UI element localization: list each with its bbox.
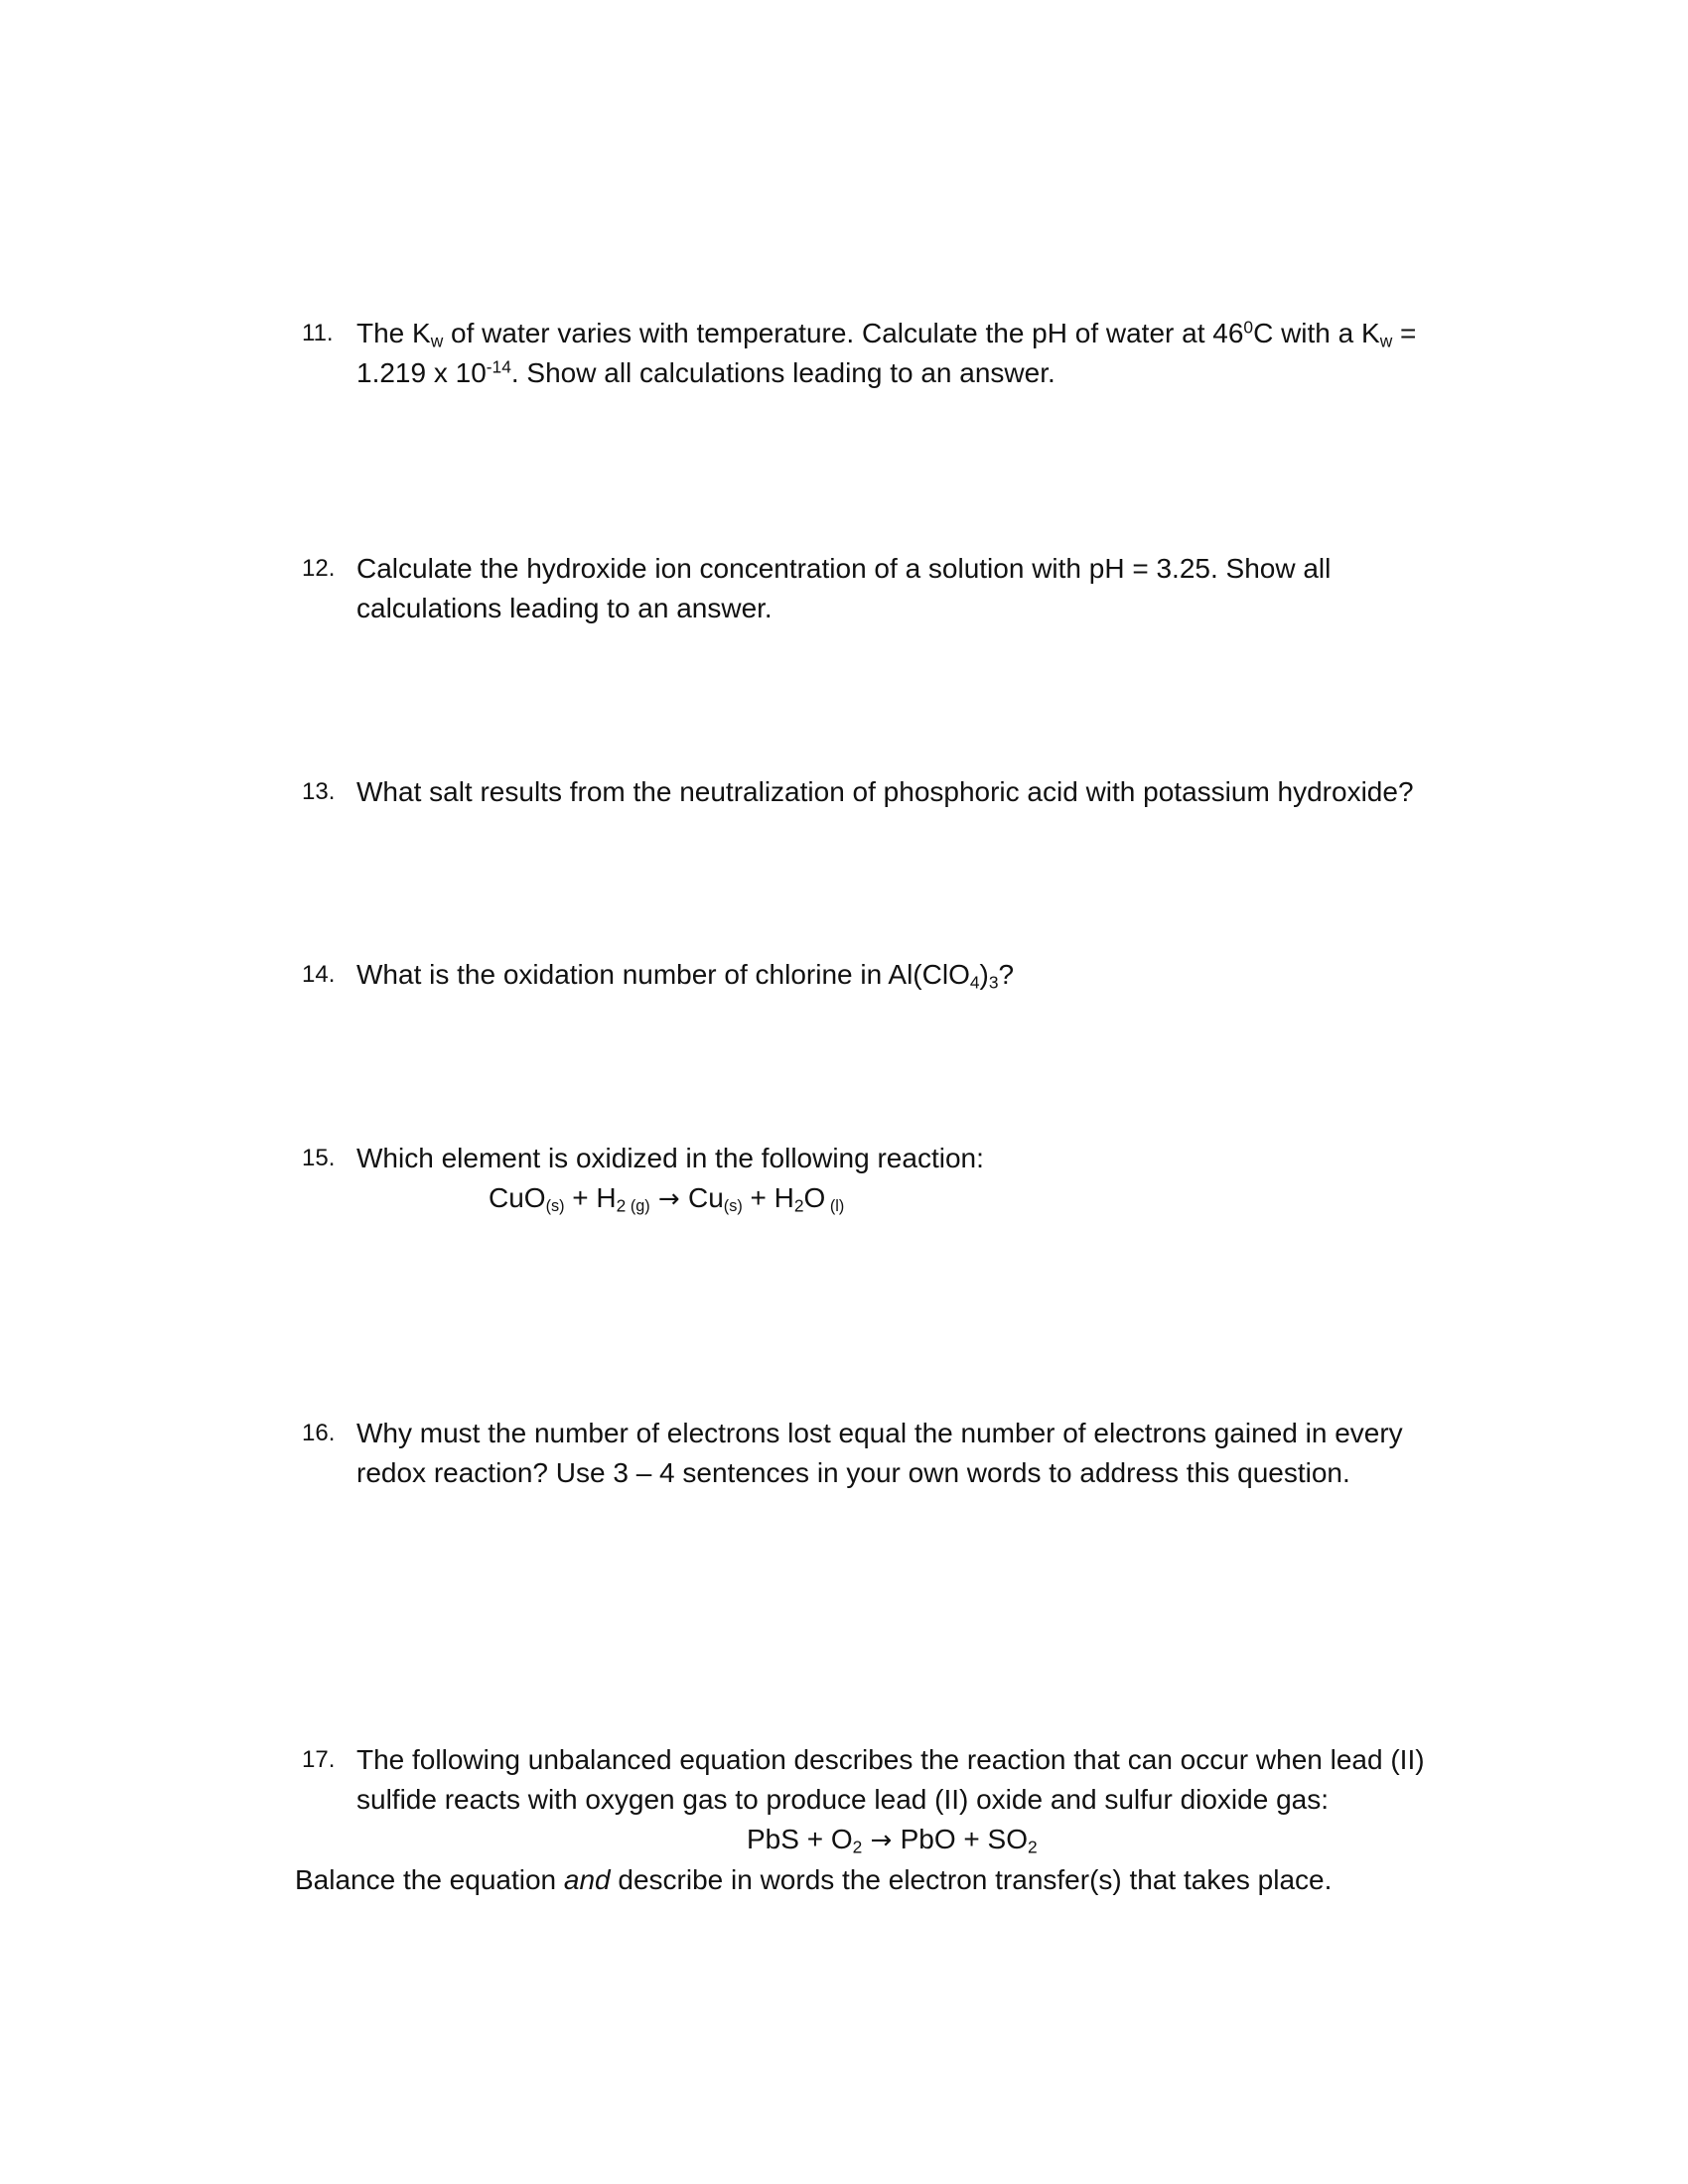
question-number: 17.	[302, 1746, 336, 1773]
reaction-arrow-icon: →	[649, 1184, 688, 1214]
question-line: calculations leading to an answer.	[356, 593, 773, 623]
question-number: 14.	[302, 961, 336, 988]
question-number: 11.	[302, 320, 334, 346]
question-text	[356, 1740, 1434, 1860]
question-line: sulfide reacts with oxygen gas to produce lead (II) oxide and sulfur dioxide gas:	[356, 1784, 1330, 1815]
question-number: 16.	[302, 1420, 336, 1446]
question-text	[356, 955, 1434, 995]
question-line: Why must the number of electrons lost equal the number of electrons gained in every	[356, 1418, 1403, 1448]
reaction-equation: PbS + $O_2$ → PbO + $SO_2$	[747, 1824, 1038, 1857]
question-text	[356, 1414, 1434, 1493]
question-17	[302, 1740, 1434, 1860]
question-14	[302, 955, 1434, 995]
question-17-instruction: Balance the equation and describe in words the electron transfer(s) that takes place.	[295, 1864, 1333, 1895]
question-13	[302, 772, 1434, 812]
question-line: The $K_w$ of water varies with temperature. Calculate the pH of water at $46^0C$ with a $K_w$ =	[356, 317, 1417, 351]
reaction-arrow-icon: →	[862, 1826, 901, 1855]
question-text	[356, 772, 1434, 812]
question-16	[302, 1414, 1434, 1493]
question-11	[302, 314, 1434, 393]
question-number: 12.	[302, 555, 336, 582]
question-text	[356, 314, 1434, 393]
question-line: What salt results from the neutralization of phosphoric acid with potassium hydroxide?	[356, 776, 1414, 807]
question-line: 1.219 x $10^{-14}$. Show all calculations leading to an answer.	[356, 356, 1055, 388]
question-line: What is the oxidation number of chlorine in $Al(ClO_4)_3$?	[356, 959, 1015, 993]
question-line: Calculate the hydroxide ion concentration of a solution with pH = 3.25. Show all	[356, 553, 1332, 584]
question-number: 15.	[302, 1145, 336, 1171]
question-text	[356, 549, 1434, 628]
question-line: redox reaction? Use 3 – 4 sentences in your own words to address this question.	[356, 1457, 1350, 1488]
question-number: 13.	[302, 778, 336, 805]
question-text	[356, 1139, 1434, 1219]
reaction-equation: $CuO_{(s)} + H_2$ $_{(g)} \to Cu_{(s)} + H_2O$ $_{(l)}$	[489, 1182, 845, 1216]
question-line: Which element is oxidized in the following reaction:	[356, 1143, 984, 1173]
question-12	[302, 549, 1434, 628]
question-15	[302, 1139, 1434, 1219]
question-line: The following unbalanced equation describes the reaction that can occur when lead (II)	[356, 1744, 1425, 1775]
